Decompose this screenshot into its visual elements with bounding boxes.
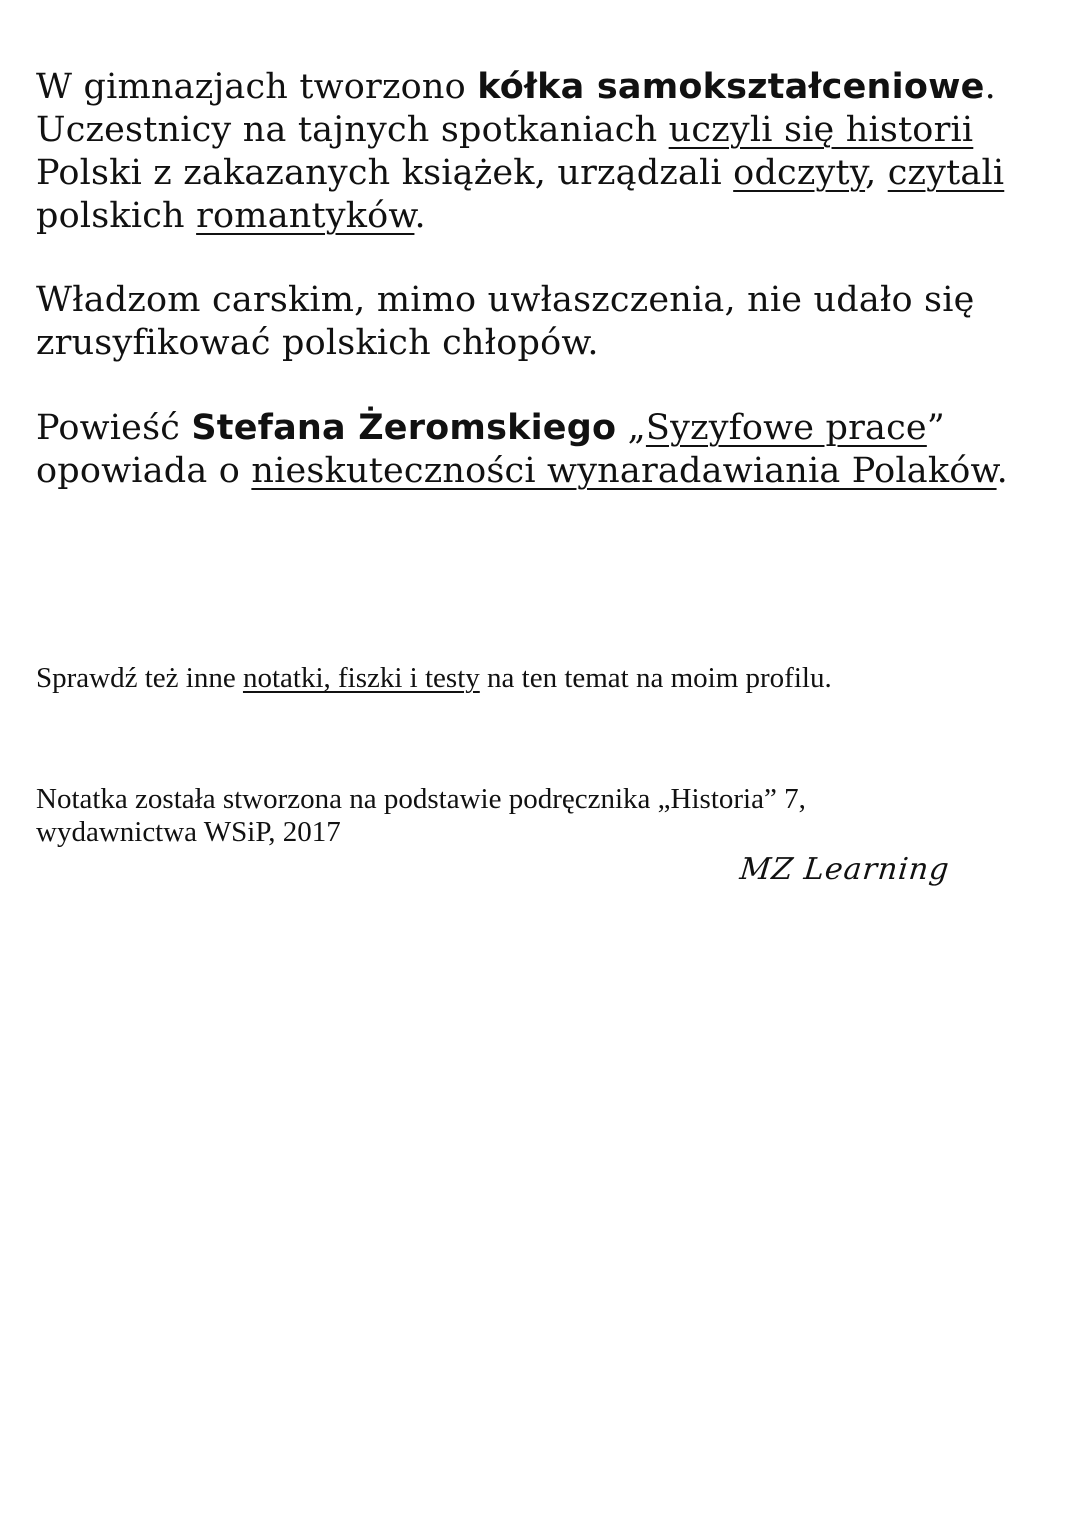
text: ” [926, 408, 945, 448]
text: Uczestnicy na tajnych spotkaniach [36, 110, 669, 150]
underlined-romantics: romantyków [196, 196, 415, 236]
underlined-lectures: odczyty [733, 153, 866, 193]
text: „ [616, 408, 646, 448]
paragraph-self-education-circles [36, 66, 1046, 238]
paragraph-russification [36, 279, 1046, 365]
text-line: Władzom carskim, mimo uwłaszczenia, nie udało się [36, 280, 975, 320]
source-note [36, 783, 806, 849]
source-line: Notatka została stworzona na podstawie podręcznika „Historia” 7, [36, 783, 806, 815]
text: Sprawdź też inne [36, 662, 243, 694]
text: na ten temat na moim profilu. [479, 662, 832, 694]
notes-flashcards-tests-link[interactable]: notatki, fiszki i testy [242, 662, 480, 694]
paragraph-zeromski-novel [36, 407, 1046, 493]
text-line: zrusyfikować polskich chłopów. [36, 323, 599, 363]
author-name: Stefana Żeromskiego [191, 408, 617, 448]
underlined-learned-history: uczyli się historii [668, 110, 974, 150]
text: Powieść [36, 408, 192, 448]
source-line: wydawnictwa WSiP, 2017 [36, 816, 341, 848]
signature: MZ Learning [738, 852, 952, 887]
text: W gimnazjach tworzono [36, 67, 478, 107]
text: Polski z zakazanych książek, urządzali [36, 153, 734, 193]
term-self-education-circles: kółka samokształceniowe [477, 67, 985, 107]
novel-title: Syzyfowe prace [645, 408, 927, 448]
text: . [996, 451, 1008, 491]
text: . [984, 67, 996, 107]
text: , [865, 153, 888, 193]
profile-note [36, 662, 832, 695]
text: . [414, 196, 426, 236]
underlined-ineffective-denationalization: nieskuteczności wynaradawiania Polaków [251, 451, 997, 491]
text: polskich [36, 196, 197, 236]
underlined-read: czytali [887, 153, 1005, 193]
text: opowiada o [36, 451, 252, 491]
